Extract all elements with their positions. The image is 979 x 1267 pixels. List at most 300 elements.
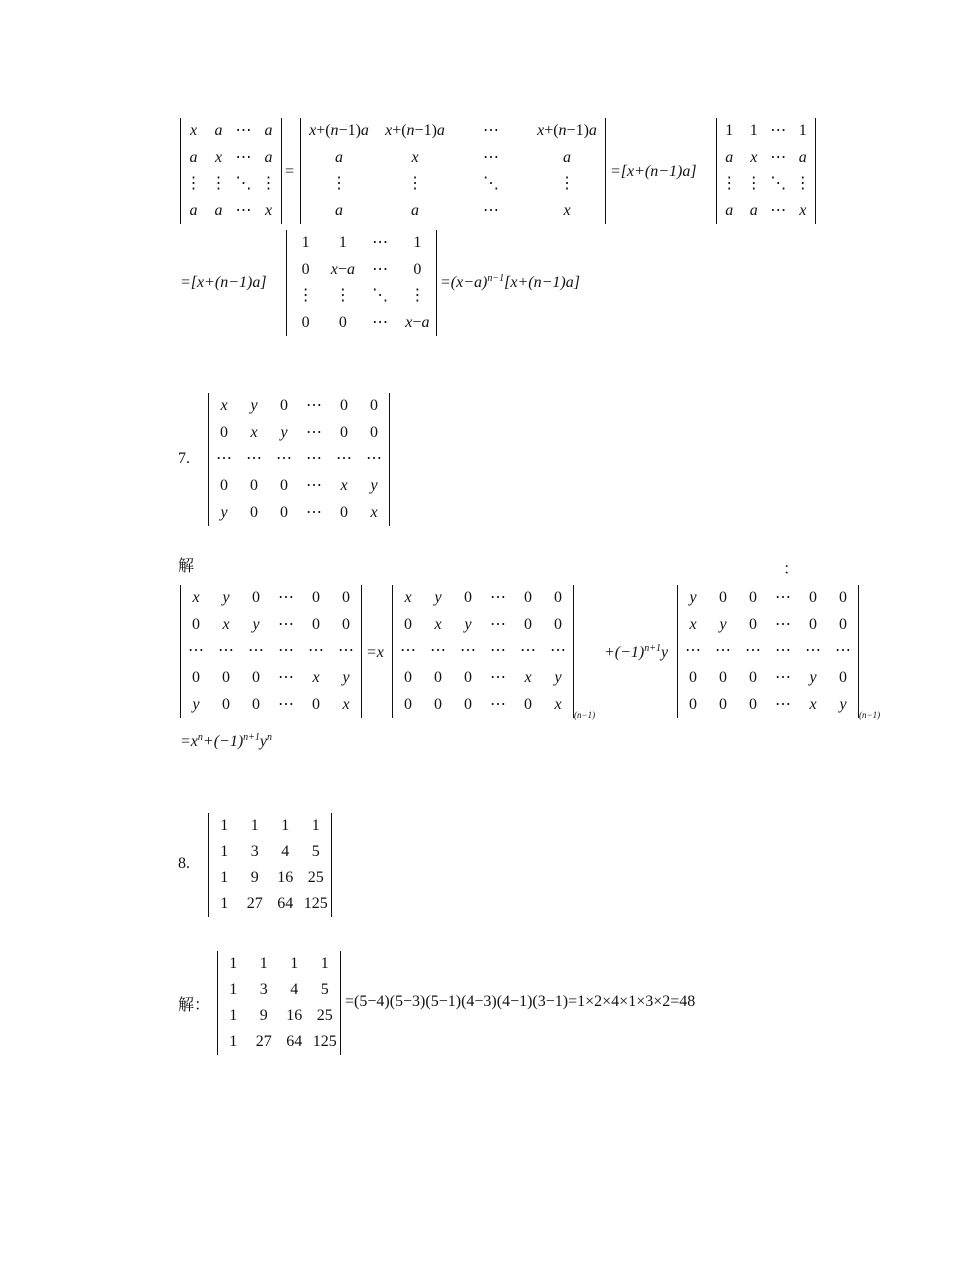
determinant-row: [181, 171, 281, 198]
equals-sign: =: [285, 163, 295, 180]
determinant-cell: ⋱: [483, 175, 499, 193]
determinant-row: [678, 638, 858, 665]
determinant-cell: x+(n−1)a: [385, 122, 445, 140]
determinant-cell: 0: [342, 615, 350, 633]
determinant-cell: ⋯: [372, 234, 389, 252]
determinant-row: [393, 585, 573, 612]
determinant-row: [678, 585, 858, 612]
determinant-cell: ⋯: [775, 642, 791, 660]
determinant-cell: 0: [250, 503, 258, 521]
determinant-cell: 1: [220, 895, 229, 912]
minor2-order: (n−1): [859, 710, 881, 720]
determinant-row: [209, 891, 331, 917]
determinant-cell: ⋯: [336, 450, 352, 468]
determinant-cell: 1: [220, 817, 229, 834]
determinant-cell: 0: [554, 589, 562, 607]
determinant-cell: x: [404, 589, 412, 607]
determinant-grid: [181, 118, 281, 224]
determinant-row: [301, 145, 605, 172]
determinant-row: [209, 420, 389, 447]
determinant-cell: 0: [252, 589, 260, 607]
determinant-cell: y: [252, 615, 260, 633]
sign-exponent: n+1: [644, 643, 661, 654]
determinant-cell: ⋯: [430, 642, 446, 660]
result-part-a: =(x−a): [440, 274, 488, 291]
determinant-row: [181, 198, 281, 225]
determinant-cell: 0: [719, 695, 727, 713]
determinant-cell: 0: [689, 695, 697, 713]
determinant-cell: 4: [290, 981, 299, 998]
determinant-cell: ⋱: [235, 175, 252, 193]
determinant-cell: 4: [281, 843, 290, 860]
determinant-row: [287, 283, 436, 310]
result-7-exp2: n+1: [243, 732, 260, 743]
determinant-cell: 0: [839, 615, 847, 633]
determinant-row: [393, 691, 573, 718]
determinant-cell: 0: [719, 589, 727, 607]
determinant-cell: 25: [316, 1007, 333, 1024]
determinant-cell: ⋯: [400, 642, 416, 660]
determinant-cell: ⋯: [550, 642, 566, 660]
determinant-cell: ⋮: [745, 175, 762, 193]
determinant-cell: 0: [280, 503, 288, 521]
determinant-cell: ⋯: [460, 642, 476, 660]
determinant-cell: 0: [301, 313, 310, 331]
determinant-cell: ⋯: [278, 669, 294, 687]
determinant-row: [218, 1029, 340, 1055]
determinant-cell: x: [563, 201, 571, 219]
determinant-row: [301, 171, 605, 198]
determinant-cell: a: [335, 148, 343, 166]
determinant-cell: 0: [524, 615, 532, 633]
determinant-row: [287, 310, 436, 337]
determinant-cell: 9: [259, 1007, 268, 1024]
determinant-cell: ⋮: [260, 175, 277, 193]
det-row-sum: [300, 118, 606, 224]
determinant-row: [209, 393, 389, 420]
determinant-cell: 1: [338, 234, 347, 252]
determinant-grid: [218, 951, 340, 1055]
common-factor: =[x+(n−1)a]: [610, 163, 697, 180]
determinant-row: [678, 691, 858, 718]
determinant-cell: 1: [798, 122, 807, 140]
determinant-row: [181, 585, 361, 612]
determinant-cell: ⋯: [246, 450, 262, 468]
solution-7-eq-x: =x: [366, 644, 384, 661]
determinant-cell: y: [719, 615, 727, 633]
determinant-cell: 0: [809, 615, 817, 633]
determinant-cell: ⋯: [306, 503, 322, 521]
determinant-cell: ⋯: [490, 669, 506, 687]
determinant-row: [301, 198, 605, 225]
determinant-cell: x: [809, 695, 817, 713]
solution-7-sign-term: [604, 645, 668, 661]
det-factored: [716, 118, 816, 224]
determinant-cell: 0: [340, 423, 348, 441]
determinant-cell: 0: [312, 615, 320, 633]
determinant-cell: a: [563, 148, 571, 166]
determinant-cell: ⋮: [794, 175, 811, 193]
determinant-row: [393, 665, 573, 692]
result-7-exp3: n: [267, 732, 273, 743]
determinant-cell: x+(n−1)a: [537, 122, 597, 140]
determinant-cell: 3: [250, 843, 259, 860]
determinant-cell: 0: [312, 589, 320, 607]
determinant-cell: ⋯: [770, 201, 787, 219]
determinant-cell: ⋮: [721, 175, 738, 193]
determinant-cell: 27: [246, 895, 263, 912]
determinant-cell: a: [264, 122, 273, 140]
determinant-cell: ⋯: [770, 148, 787, 166]
determinant-cell: y: [809, 669, 817, 687]
determinant-cell: ⋯: [308, 642, 324, 660]
determinant-grid: [209, 813, 331, 917]
determinant-cell: y: [222, 589, 230, 607]
determinant-row: [678, 665, 858, 692]
determinant-cell: 0: [280, 397, 288, 415]
determinant-cell: ⋮: [210, 175, 227, 193]
determinant-cell: 0: [554, 615, 562, 633]
determinant-row: [717, 171, 815, 198]
result-7-a: =x: [180, 733, 198, 750]
determinant-cell: ⋯: [278, 695, 294, 713]
determinant-cell: ⋯: [775, 615, 791, 633]
determinant-cell: 64: [277, 895, 294, 912]
determinant-cell: y: [464, 615, 472, 633]
determinant-cell: ⋯: [520, 642, 536, 660]
problem-7-det: [208, 393, 390, 526]
determinant-cell: x: [411, 148, 419, 166]
determinant-cell: ⋮: [185, 175, 202, 193]
determinant-cell: 0: [192, 615, 200, 633]
determinant-cell: x: [189, 122, 198, 140]
determinant-cell: a: [725, 148, 734, 166]
determinant-grid: [301, 118, 605, 224]
determinant-cell: x: [554, 695, 562, 713]
determinant-row: [717, 145, 815, 172]
determinant-cell: ⋯: [372, 260, 389, 278]
determinant-cell: y: [280, 423, 288, 441]
determinant-cell: ⋯: [775, 695, 791, 713]
problem-8-label: 8.: [178, 855, 190, 872]
determinant-cell: y: [370, 477, 378, 495]
determinant-cell: ⋯: [483, 148, 499, 166]
determinant-grid: [287, 230, 436, 336]
determinant-cell: 125: [303, 895, 328, 912]
sign-y: y: [661, 644, 669, 661]
determinant-cell: 27: [255, 1033, 272, 1050]
determinant-cell: 64: [286, 1033, 303, 1050]
solution-7-det-minor1: [392, 585, 574, 718]
determinant-cell: ⋯: [483, 201, 499, 219]
solution-colon-7: ：: [783, 561, 800, 578]
determinant-cell: 1: [311, 817, 320, 834]
determinant-cell: y: [554, 669, 562, 687]
determinant-cell: 0: [404, 695, 412, 713]
determinant-grid: [209, 393, 389, 526]
determinant-cell: ⋯: [188, 642, 204, 660]
determinant-cell: 5: [320, 981, 329, 998]
determinant-cell: 0: [250, 477, 258, 495]
determinant-cell: a: [725, 201, 734, 219]
determinant-cell: 0: [220, 423, 228, 441]
result-7-b: +(−1): [202, 733, 244, 750]
determinant-cell: 0: [252, 669, 260, 687]
determinant-cell: x: [434, 615, 442, 633]
determinant-cell: a: [798, 148, 807, 166]
determinant-cell: ⋯: [770, 122, 787, 140]
determinant-cell: ⋯: [715, 642, 731, 660]
determinant-cell: ⋯: [775, 669, 791, 687]
determinant-cell: ⋯: [216, 450, 232, 468]
determinant-cell: x: [250, 423, 258, 441]
determinant-row: [218, 1003, 340, 1029]
determinant-grid: [678, 585, 858, 718]
determinant-cell: 0: [340, 397, 348, 415]
determinant-row: [181, 612, 361, 639]
determinant-cell: ⋯: [490, 589, 506, 607]
determinant-cell: 0: [370, 397, 378, 415]
sign-base: +(−1): [604, 644, 645, 661]
determinant-row: [209, 473, 389, 500]
determinant-cell: 0: [338, 313, 347, 331]
determinant-cell: 0: [301, 260, 310, 278]
determinant-row: [393, 612, 573, 639]
determinant-cell: 0: [749, 669, 757, 687]
determinant-cell: a: [411, 201, 419, 219]
determinant-cell: 0: [413, 260, 422, 278]
determinant-cell: 0: [689, 669, 697, 687]
determinant-cell: x: [214, 148, 223, 166]
solution-label-8: 解：: [178, 997, 211, 1014]
determinant-cell: x−a: [405, 313, 430, 331]
determinant-cell: 1: [290, 955, 299, 972]
determinant-cell: x: [220, 397, 228, 415]
determinant-row: [209, 446, 389, 473]
determinant-row: [717, 118, 815, 145]
determinant-cell: ⋯: [235, 148, 252, 166]
determinant-cell: ⋯: [278, 642, 294, 660]
determinant-cell: 0: [749, 695, 757, 713]
determinant-row: [393, 638, 573, 665]
determinant-cell: ⋮: [334, 287, 351, 305]
determinant-cell: ⋯: [835, 642, 851, 660]
solution-8-result: =(5−4)(5−3)(5−1)(4−3)(4−1)(3−1)=1×2×4×1×3×2=48: [345, 993, 696, 1010]
determinant-cell: y: [839, 695, 847, 713]
determinant-cell: ⋱: [372, 287, 389, 305]
determinant-cell: 1: [259, 955, 268, 972]
determinant-cell: ⋮: [331, 175, 347, 193]
determinant-cell: ⋯: [248, 642, 264, 660]
determinant-cell: 1: [725, 122, 734, 140]
determinant-cell: ⋮: [297, 287, 314, 305]
determinant-cell: 1: [320, 955, 329, 972]
determinant-cell: 0: [464, 669, 472, 687]
determinant-cell: 1: [281, 817, 290, 834]
determinant-cell: ⋯: [490, 642, 506, 660]
determinant-cell: 0: [312, 695, 320, 713]
determinant-cell: 0: [524, 695, 532, 713]
determinant-cell: y: [250, 397, 258, 415]
determinant-cell: x: [222, 615, 230, 633]
determinant-row: [181, 145, 281, 172]
determinant-cell: ⋯: [483, 122, 499, 140]
determinant-cell: x: [799, 201, 807, 219]
determinant-cell: x: [312, 669, 320, 687]
determinant-cell: 0: [749, 615, 757, 633]
determinant-cell: x−a: [330, 260, 355, 278]
determinant-cell: 125: [312, 1033, 337, 1050]
determinant-row: [218, 977, 340, 1003]
result-7-exp1: n: [197, 732, 203, 743]
determinant-cell: a: [189, 201, 198, 219]
determinant-cell: 0: [434, 669, 442, 687]
solution-7-result: [180, 734, 272, 750]
determinant-row: [181, 638, 361, 665]
determinant-cell: ⋯: [338, 642, 354, 660]
determinant-cell: x: [192, 589, 200, 607]
determinant-row: [209, 813, 331, 839]
determinant-cell: 1: [301, 234, 310, 252]
determinant-cell: y: [220, 503, 228, 521]
determinant-cell: ⋯: [278, 589, 294, 607]
determinant-row: [287, 257, 436, 284]
determinant-cell: 16: [286, 1007, 303, 1024]
determinant-cell: a: [264, 148, 273, 166]
minor1-order: (n−1): [574, 710, 596, 720]
determinant-cell: 0: [220, 477, 228, 495]
determinant-cell: ⋯: [745, 642, 761, 660]
determinant-cell: 0: [280, 477, 288, 495]
common-factor-2: =[x+(n−1)a]: [180, 274, 267, 291]
solution-7-det-minor2: [677, 585, 859, 718]
determinant-cell: ⋯: [366, 450, 382, 468]
determinant-cell: 0: [222, 695, 230, 713]
result-part-b: [x+(n−1)a]: [504, 274, 580, 291]
determinant-cell: 0: [404, 669, 412, 687]
determinant-row: [717, 198, 815, 225]
determinant-cell: ⋯: [235, 122, 252, 140]
determinant-row: [218, 951, 340, 977]
determinant-cell: ⋯: [685, 642, 701, 660]
determinant-cell: 1: [220, 869, 229, 886]
determinant-grid: [717, 118, 815, 224]
determinant-cell: y: [342, 669, 350, 687]
result-7-c: y: [259, 733, 268, 750]
determinant-cell: 0: [404, 615, 412, 633]
determinant-cell: ⋯: [235, 201, 252, 219]
determinant-cell: 25: [307, 869, 324, 886]
determinant-row: [181, 665, 361, 692]
determinant-cell: 1: [413, 234, 422, 252]
problem-7-label: 7.: [178, 450, 190, 467]
determinant-cell: ⋯: [775, 589, 791, 607]
determinant-cell: ⋯: [218, 642, 234, 660]
determinant-cell: ⋯: [490, 695, 506, 713]
determinant-cell: ⋯: [306, 477, 322, 495]
determinant-cell: 3: [259, 981, 268, 998]
determinant-cell: a: [749, 201, 758, 219]
determinant-grid: [181, 585, 361, 718]
determinant-cell: 1: [749, 122, 758, 140]
determinant-cell: x: [750, 148, 758, 166]
determinant-row: [209, 865, 331, 891]
determinant-cell: 1: [229, 981, 238, 998]
determinant-cell: y: [434, 589, 442, 607]
determinant-cell: 1: [229, 1033, 238, 1050]
determinant-cell: 0: [434, 695, 442, 713]
determinant-cell: 1: [220, 843, 229, 860]
det-triangular: [286, 230, 437, 336]
determinant-cell: ⋮: [407, 175, 423, 193]
determinant-cell: ⋯: [306, 423, 322, 441]
problem-8-det: [208, 813, 332, 917]
determinant-cell: x: [524, 669, 532, 687]
determinant-cell: y: [192, 695, 200, 713]
determinant-cell: 0: [464, 589, 472, 607]
determinant-cell: ⋮: [559, 175, 575, 193]
determinant-cell: a: [214, 201, 223, 219]
solution-label-7: 解: [178, 558, 195, 575]
determinant-cell: x+(n−1)a: [309, 122, 369, 140]
determinant-cell: a: [335, 201, 343, 219]
determinant-row: [181, 118, 281, 145]
determinant-cell: 1: [229, 1007, 238, 1024]
determinant-cell: 0: [192, 669, 200, 687]
determinant-row: [209, 839, 331, 865]
solution-7-det-left: [180, 585, 362, 718]
determinant-row: [209, 499, 389, 526]
determinant-row: [301, 118, 605, 145]
determinant-row: [678, 612, 858, 639]
determinant-cell: 0: [340, 503, 348, 521]
determinant-cell: ⋯: [306, 397, 322, 415]
determinant-grid: [393, 585, 573, 718]
determinant-row: [287, 230, 436, 257]
determinant-cell: 0: [370, 423, 378, 441]
determinant-cell: 1: [229, 955, 238, 972]
determinant-cell: ⋮: [409, 287, 426, 305]
determinant-cell: 0: [749, 589, 757, 607]
determinant-cell: y: [689, 589, 697, 607]
determinant-cell: 0: [222, 669, 230, 687]
determinant-cell: 9: [250, 869, 259, 886]
determinant-cell: x: [342, 695, 350, 713]
determinant-cell: 1: [250, 817, 259, 834]
determinant-cell: x: [370, 503, 378, 521]
determinant-cell: 0: [839, 589, 847, 607]
determinant-cell: ⋯: [490, 615, 506, 633]
solution-8-det: [217, 951, 341, 1055]
determinant-cell: ⋱: [770, 175, 787, 193]
result-exponent: n−1: [487, 273, 505, 284]
determinant-cell: 5: [311, 843, 320, 860]
determinant-cell: 0: [342, 589, 350, 607]
determinant-cell: 0: [464, 695, 472, 713]
determinant-cell: 0: [524, 589, 532, 607]
determinant-cell: ⋯: [278, 615, 294, 633]
determinant-cell: 0: [252, 695, 260, 713]
result-formula: [440, 275, 580, 291]
determinant-cell: 16: [277, 869, 294, 886]
determinant-cell: x: [264, 201, 273, 219]
determinant-cell: ⋯: [805, 642, 821, 660]
determinant-cell: 0: [719, 669, 727, 687]
determinant-cell: 0: [839, 669, 847, 687]
determinant-cell: ⋯: [306, 450, 322, 468]
determinant-cell: ⋯: [372, 313, 389, 331]
determinant-row: [181, 691, 361, 718]
